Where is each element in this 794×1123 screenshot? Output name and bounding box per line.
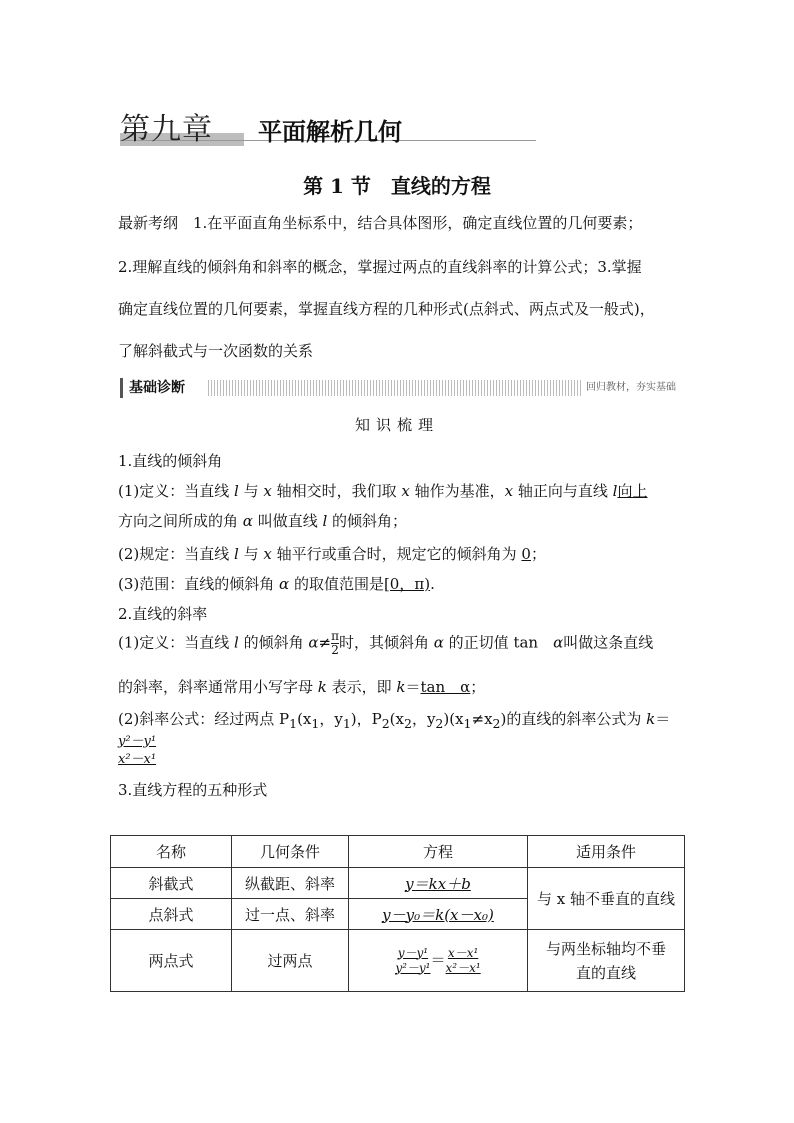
band-label: 基础诊断 <box>120 378 191 398</box>
s1-definition-line2: 方向之间所成的角 α 叫做直线 l 的倾斜角； <box>118 512 408 530</box>
section-title: 第 1 节 直线的方程 <box>303 174 491 198</box>
row-equation: $\frac{\text{y－y¹}}{\text{y²－y¹}}$ ＝ $\frac{\text{x－x¹}}{\text{x²－x¹}}$ <box>349 930 528 992</box>
row-condition: 过两点 <box>232 930 349 992</box>
s1-range: (3)范围：直线的倾斜角 α 的取值范围是[0，π). <box>118 575 435 593</box>
row-apply: 与 x 轴不垂直的直线 <box>528 868 685 930</box>
s2-definition-line1: (1)定义：当直线 l 的倾斜角 α≠ $\frac{\pi}{2}$ 时，其倾斜角 α 的正切值 tan α叫做这条直线 <box>118 629 654 657</box>
s2-heading: 2.直线的斜率 <box>118 605 208 623</box>
header-name: 名称 <box>111 836 232 868</box>
section-band <box>118 378 682 398</box>
table-row <box>111 868 685 899</box>
slope-fraction <box>118 733 156 769</box>
rhs-fraction: $\frac{\text{x－x¹}}{\text{x²－x¹}}$ <box>445 945 481 975</box>
s1-rule: (2)规定：当直线 l 与 x 轴平行或重合时，规定它的倾斜角为 0； <box>118 545 546 563</box>
table-header-row <box>111 836 685 868</box>
subheading: 知识梳理 <box>354 416 439 434</box>
header-condition: 几何条件 <box>232 836 349 868</box>
header-equation: 方程 <box>349 836 528 868</box>
band-hint: 回归教材，夯实基础 <box>582 380 680 396</box>
outline-line-3: 确定直线位置的几何要素，掌握直线方程的几种形式(点斜式、两点式及一般式)， <box>118 300 655 318</box>
row-name: 两点式 <box>111 930 232 992</box>
pi-over-2: $\frac{\pi}{2}$ <box>331 629 339 657</box>
s1-definition-line1: (1)定义：当直线 l 与 x 轴相交时，我们取 x 轴作为基准，x 轴正向与直线 l向上 <box>118 482 648 500</box>
s1-heading: 1.直线的倾斜角 <box>118 452 223 470</box>
row-condition: 过一点、斜率 <box>232 899 349 930</box>
row-condition: 纵截距、斜率 <box>232 868 349 899</box>
s3-heading: 3.直线方程的五种形式 <box>118 781 268 799</box>
row-equation: y＝kx＋b <box>349 868 528 899</box>
slope-numerator: y²－y¹ <box>118 734 157 749</box>
row-name: 斜截式 <box>111 868 232 899</box>
equation-forms-table <box>110 835 685 992</box>
chapter-number: 第九章 <box>120 112 213 147</box>
table-row <box>111 930 685 992</box>
s2-definition-line2: 的斜率，斜率通常用小写字母 k 表示，即 k＝tan α； <box>118 678 486 696</box>
s2-formula: (2)斜率公式：经过两点 $P_1(x_1$，$y_1$)，$P_2(x_2$，$y_2)(x_1\ne x_2)$的直线的斜率公式为 k＝ <box>118 710 671 731</box>
outline-line-2: 2.理解直线的倾斜角和斜率的概念，掌握过两点的直线斜率的计算公式；3.掌握 <box>118 258 642 276</box>
slope-denominator: x²－x¹ <box>118 752 157 767</box>
header-apply: 适用条件 <box>528 836 685 868</box>
outline-line-4: 了解斜截式与一次函数的关系 <box>118 342 314 360</box>
row-equation: y－y₀＝k(x－x₀) <box>349 899 528 930</box>
row-name: 点斜式 <box>111 899 232 930</box>
lhs-fraction: $\frac{\text{y－y¹}}{\text{y²－y¹}}$ <box>395 945 431 975</box>
outline-line-1: 最新考纲 1.在平面直角坐标系中，结合具体图形，确定直线位置的几何要素； <box>118 214 643 232</box>
row-apply: 与两坐标轴均不垂直的直线 <box>528 930 685 992</box>
chapter-title: 平面解析几何 <box>258 117 402 146</box>
